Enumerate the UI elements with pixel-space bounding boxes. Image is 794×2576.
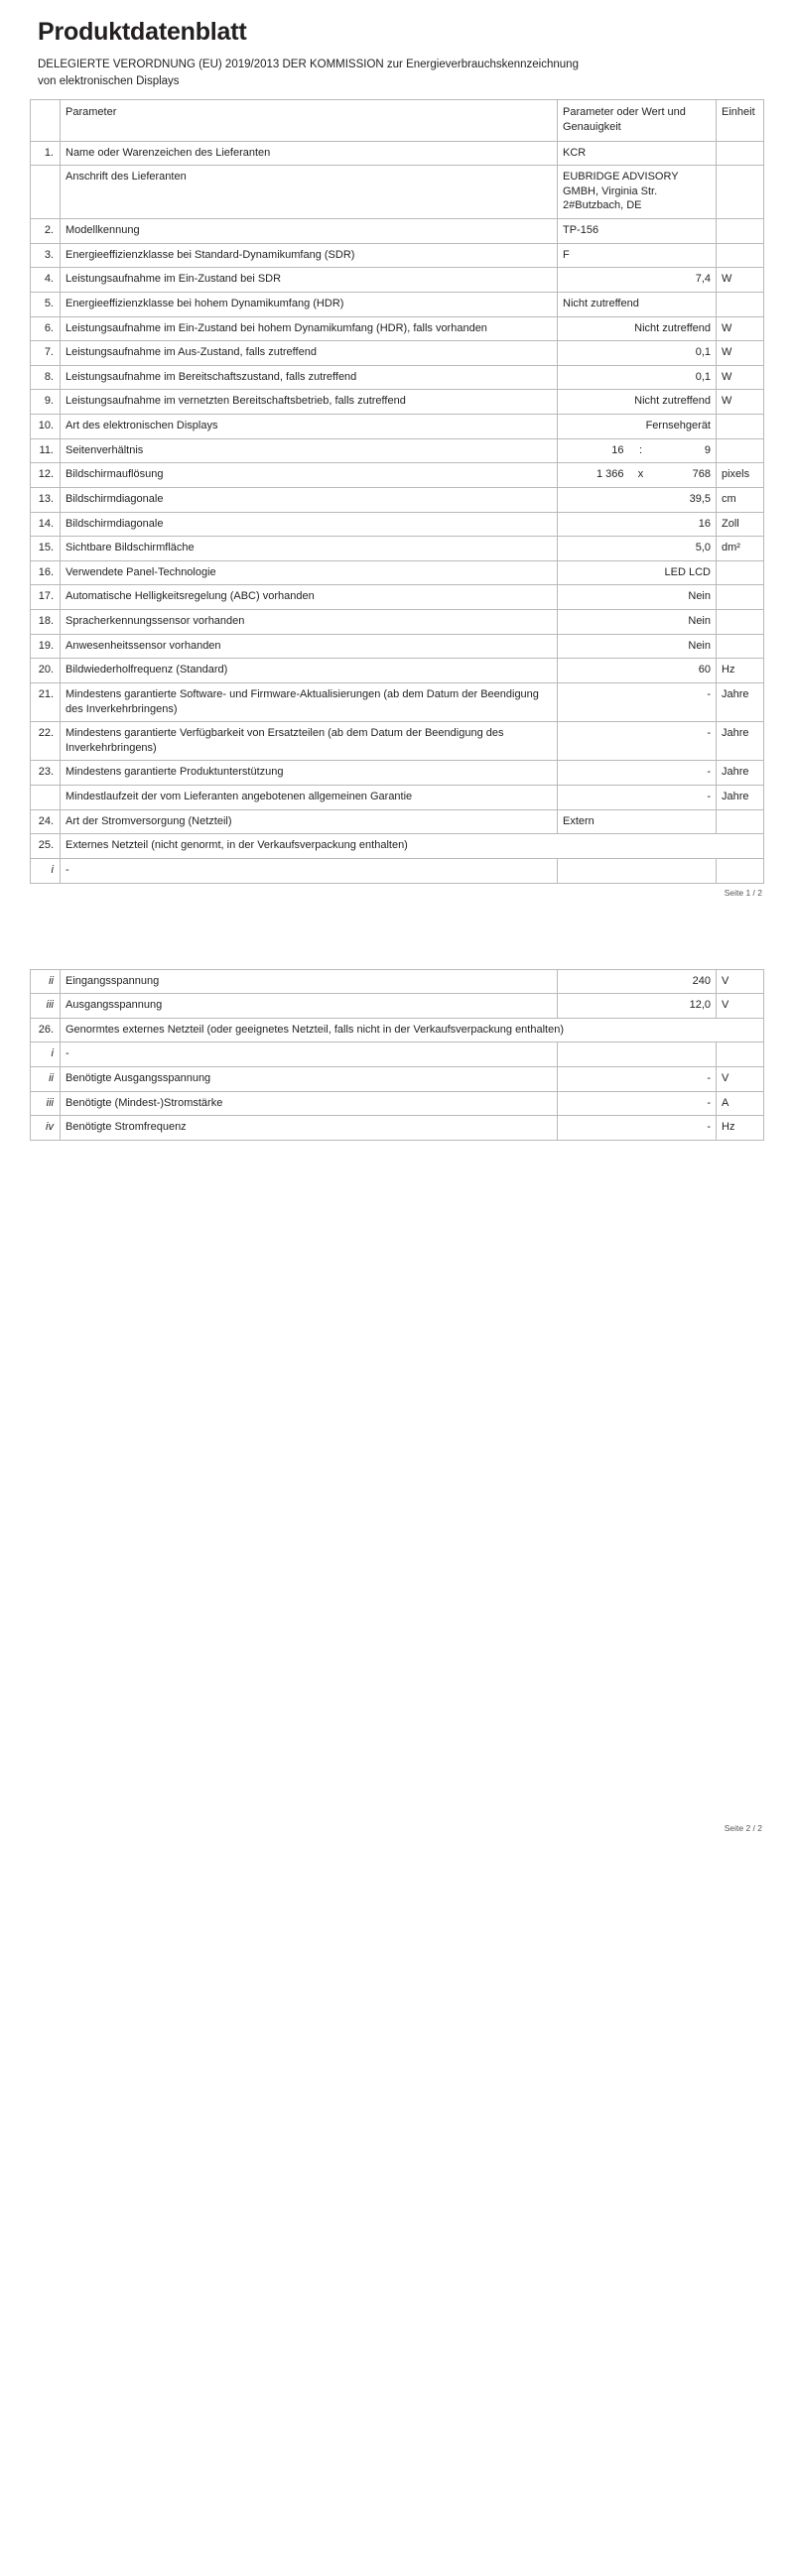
table-row — [31, 809, 764, 834]
cell-row-number: 9. — [31, 390, 61, 415]
cell-parameter: Mindestlaufzeit der vom Lieferanten angebotenen allgemeinen Garantie — [61, 786, 558, 810]
cell-value: EUBRIDGE ADVISORY GMBH, Virginia Str. 2#Butzbach, DE — [558, 166, 717, 219]
cell-unit — [717, 415, 764, 439]
table-row-wide — [31, 1018, 764, 1043]
cell-value: - — [558, 1067, 717, 1092]
cell-parameter: Eingangsspannung — [61, 969, 558, 994]
cell-unit: Jahre — [717, 682, 764, 721]
cell-parameter: Bildwiederholfrequenz (Standard) — [61, 659, 558, 683]
table-row — [31, 390, 764, 415]
table-row — [31, 761, 764, 786]
cell-unit: pixels — [717, 463, 764, 488]
cell-parameter: Bildschirmdiagonale — [61, 487, 558, 512]
table-row — [31, 487, 764, 512]
table-header-row — [31, 100, 764, 141]
cell-unit: W — [717, 268, 764, 293]
table-row — [31, 512, 764, 537]
cell-row-number — [31, 786, 61, 810]
document-subtitle: DELEGIERTE VERORDNUNG (EU) 2019/2013 DER KOMMISSION zur Energieverbrauchskennzeichnung von elektronischen Displays — [38, 59, 579, 87]
table-row — [31, 415, 764, 439]
table-row — [31, 682, 764, 721]
cell-parameter: Leistungsaufnahme im vernetzten Bereitschaftsbetrieb, falls zutreffend — [61, 390, 558, 415]
cell-parameter: Leistungsaufnahme im Ein-Zustand bei hohem Dynamikumfang (HDR), falls vorhanden — [61, 316, 558, 341]
cell-row-25-text: Externes Netzteil (nicht genormt, in der Verkaufsverpackung enthalten) — [61, 834, 764, 859]
cell-parameter: Sichtbare Bildschirmfläche — [61, 537, 558, 561]
table-row — [31, 1043, 764, 1067]
cell-parameter: Leistungsaufnahme im Ein-Zustand bei SDR — [61, 268, 558, 293]
cell-parameter: Bildschirmdiagonale — [61, 512, 558, 537]
cell-unit — [717, 585, 764, 610]
cell-unit — [717, 292, 764, 316]
page-1 — [0, 0, 794, 898]
cell-value: Nicht zutreffend — [558, 390, 717, 415]
cell-row-number: 23. — [31, 761, 61, 786]
cell-row-number: 4. — [31, 268, 61, 293]
table-row — [31, 268, 764, 293]
cell-parameter: Anwesenheitssensor vorhanden — [61, 634, 558, 659]
cell-parameter: Modellkennung — [61, 219, 558, 244]
cell-unit: Zoll — [717, 512, 764, 537]
cell-row-number: 2. — [31, 219, 61, 244]
cell-value: Extern — [558, 809, 717, 834]
table-row — [31, 463, 764, 488]
cell-value: - — [558, 786, 717, 810]
table-row — [31, 1067, 764, 1092]
cell-value — [558, 463, 717, 488]
cell-unit: W — [717, 341, 764, 366]
table-row — [31, 438, 764, 463]
cell-value: Nein — [558, 634, 717, 659]
cell-row-number: 19. — [31, 634, 61, 659]
table-row — [31, 722, 764, 761]
cell-value — [558, 1043, 717, 1067]
cell-row-number: 11. — [31, 438, 61, 463]
cell-value: 12,0 — [558, 994, 717, 1019]
cell-row-number: 1. — [31, 141, 61, 166]
cell-row-number: 21. — [31, 682, 61, 721]
cell-row-number: 15. — [31, 537, 61, 561]
cell-value: KCR — [558, 141, 717, 166]
cell-row-number: i — [31, 1043, 61, 1067]
cell-value-left: 16 — [611, 443, 624, 456]
cell-value: 39,5 — [558, 487, 717, 512]
table-row — [31, 341, 764, 366]
cell-unit: V — [717, 994, 764, 1019]
cell-parameter: Benötigte (Mindest-)Stromstärke — [61, 1091, 558, 1116]
cell-parameter: - — [61, 1043, 558, 1067]
page-2 — [0, 969, 794, 1833]
cell-unit — [717, 166, 764, 219]
cell-parameter: Benötigte Ausgangsspannung — [61, 1067, 558, 1092]
cell-value: 5,0 — [558, 537, 717, 561]
cell-value: 0,1 — [558, 341, 717, 366]
cell-value: - — [558, 1116, 717, 1141]
cell-unit: Hz — [717, 659, 764, 683]
cell-value: Nicht zutreffend — [558, 292, 717, 316]
product-datasheet-table-page1 — [30, 99, 764, 883]
cell-row-number: 5. — [31, 292, 61, 316]
table-body-page2 — [31, 969, 764, 1140]
cell-value: - — [558, 682, 717, 721]
cell-value-right: 9 — [704, 443, 711, 456]
cell-row-number: 10. — [31, 415, 61, 439]
cell-row-number: 6. — [31, 316, 61, 341]
cell-row-number: i — [31, 858, 61, 883]
cell-value: 60 — [558, 659, 717, 683]
cell-unit: W — [717, 316, 764, 341]
cell-parameter: - — [61, 858, 558, 883]
cell-parameter: Anschrift des Lieferanten — [61, 166, 558, 219]
cell-parameter: Bildschirmauflösung — [61, 463, 558, 488]
table-row — [31, 166, 764, 219]
cell-unit: W — [717, 390, 764, 415]
header-cell-number — [31, 100, 61, 141]
table-row — [31, 316, 764, 341]
page-title: Produktdatenblatt — [38, 18, 247, 46]
table-row — [31, 1116, 764, 1141]
cell-parameter: Leistungsaufnahme im Bereitschaftszustand, falls zutreffend — [61, 365, 558, 390]
cell-value: 7,4 — [558, 268, 717, 293]
cell-unit: cm — [717, 487, 764, 512]
cell-row-number: 14. — [31, 512, 61, 537]
cell-value — [558, 858, 717, 883]
cell-row-number: ii — [31, 969, 61, 994]
cell-value: - — [558, 761, 717, 786]
cell-unit — [717, 858, 764, 883]
cell-value: TP-156 — [558, 219, 717, 244]
cell-row-number: 3. — [31, 243, 61, 268]
cell-parameter: Spracherkennungssensor vorhanden — [61, 610, 558, 635]
table-body-page1 — [31, 100, 764, 883]
cell-value: - — [558, 722, 717, 761]
table-row-wide — [31, 834, 764, 859]
cell-value: LED LCD — [558, 560, 717, 585]
cell-unit: Jahre — [717, 761, 764, 786]
cell-value: Nein — [558, 610, 717, 635]
cell-value: Fernsehgerät — [558, 415, 717, 439]
page-2-blank-area — [30, 1141, 764, 1823]
cell-unit: Hz — [717, 1116, 764, 1141]
cell-unit — [717, 610, 764, 635]
table-row — [31, 560, 764, 585]
cell-parameter: Mindestens garantierte Produktunterstützung — [61, 761, 558, 786]
cell-row-number-26: 26. — [31, 1018, 61, 1043]
header-cell-unit: Einheit — [717, 100, 764, 141]
cell-value: 16 — [558, 512, 717, 537]
table-row — [31, 365, 764, 390]
table-row — [31, 786, 764, 810]
cell-parameter: Ausgangsspannung — [61, 994, 558, 1019]
cell-unit: A — [717, 1091, 764, 1116]
table-row — [31, 610, 764, 635]
cell-parameter: Automatische Helligkeitsregelung (ABC) vorhanden — [61, 585, 558, 610]
page-2-footer: Seite 2 / 2 — [724, 1822, 762, 1833]
cell-row-number: 20. — [31, 659, 61, 683]
table-row — [31, 659, 764, 683]
cell-parameter: Benötigte Stromfrequenz — [61, 1116, 558, 1141]
cell-unit: Jahre — [717, 722, 764, 761]
cell-value: - — [558, 1091, 717, 1116]
cell-row-number: iii — [31, 1091, 61, 1116]
cell-row-26-text: Genormtes externes Netzteil (oder geeignetes Netzteil, falls nicht in der Verkaufsverpackung enthalten) — [61, 1018, 764, 1043]
cell-unit — [717, 809, 764, 834]
cell-unit — [717, 141, 764, 166]
cell-row-number: 8. — [31, 365, 61, 390]
cell-unit: V — [717, 969, 764, 994]
cell-row-number: 12. — [31, 463, 61, 488]
cell-unit — [717, 1043, 764, 1067]
cell-row-number: 16. — [31, 560, 61, 585]
cell-unit — [717, 560, 764, 585]
cell-row-number: 22. — [31, 722, 61, 761]
table-row — [31, 969, 764, 994]
cell-parameter: Art des elektronischen Displays — [61, 415, 558, 439]
cell-value — [558, 438, 717, 463]
cell-parameter: Name oder Warenzeichen des Lieferanten — [61, 141, 558, 166]
cell-value: Nein — [558, 585, 717, 610]
cell-value-separator: x — [637, 468, 644, 481]
cell-unit: Jahre — [717, 786, 764, 810]
table-row — [31, 537, 764, 561]
table-row — [31, 292, 764, 316]
cell-row-number-25: 25. — [31, 834, 61, 859]
product-datasheet-table-page2 — [30, 969, 764, 1141]
cell-value: Nicht zutreffend — [558, 316, 717, 341]
cell-row-number: 17. — [31, 585, 61, 610]
cell-unit — [717, 634, 764, 659]
cell-parameter: Seitenverhältnis — [61, 438, 558, 463]
cell-value-separator: : — [638, 443, 643, 456]
cell-value-left: 1 366 — [596, 468, 624, 481]
cell-value: 240 — [558, 969, 717, 994]
table-row — [31, 219, 764, 244]
cell-row-number: iv — [31, 1116, 61, 1141]
cell-parameter: Mindestens garantierte Verfügbarkeit von Ersatzteilen (ab dem Datum der Beendigung des Inverkehrbringens) — [61, 722, 558, 761]
header-cell-value: Parameter oder Wert und Genauigkeit — [558, 100, 717, 141]
cell-row-number: 7. — [31, 341, 61, 366]
cell-value: F — [558, 243, 717, 268]
table-row — [31, 243, 764, 268]
cell-unit: W — [717, 365, 764, 390]
table-row — [31, 1091, 764, 1116]
cell-parameter: Art der Stromversorgung (Netzteil) — [61, 809, 558, 834]
cell-value-right: 768 — [692, 468, 711, 481]
table-row — [31, 634, 764, 659]
cell-parameter: Mindestens garantierte Software- und Firmware-Aktualisierungen (ab dem Datum der Beendigung des Inverkehrbringens) — [61, 682, 558, 721]
table-row — [31, 585, 764, 610]
page-1-footer: Seite 1 / 2 — [724, 887, 762, 898]
header-cell-parameter: Parameter — [61, 100, 558, 141]
cell-row-number: 13. — [31, 487, 61, 512]
cell-unit: dm² — [717, 537, 764, 561]
cell-parameter: Energieeffizienzklasse bei Standard-Dynamikumfang (SDR) — [61, 243, 558, 268]
table-row — [31, 858, 764, 883]
cell-unit — [717, 219, 764, 244]
cell-parameter: Verwendete Panel-Technologie — [61, 560, 558, 585]
cell-row-number: 18. — [31, 610, 61, 635]
table-row — [31, 994, 764, 1019]
cell-unit: V — [717, 1067, 764, 1092]
cell-unit — [717, 438, 764, 463]
cell-row-number: 24. — [31, 809, 61, 834]
cell-value: 0,1 — [558, 365, 717, 390]
cell-row-number: ii — [31, 1067, 61, 1092]
cell-row-number: iii — [31, 994, 61, 1019]
cell-parameter: Leistungsaufnahme im Aus-Zustand, falls zutreffend — [61, 341, 558, 366]
cell-parameter: Energieeffizienzklasse bei hohem Dynamikumfang (HDR) — [61, 292, 558, 316]
table-row — [31, 141, 764, 166]
cell-unit — [717, 243, 764, 268]
cell-row-number — [31, 166, 61, 219]
